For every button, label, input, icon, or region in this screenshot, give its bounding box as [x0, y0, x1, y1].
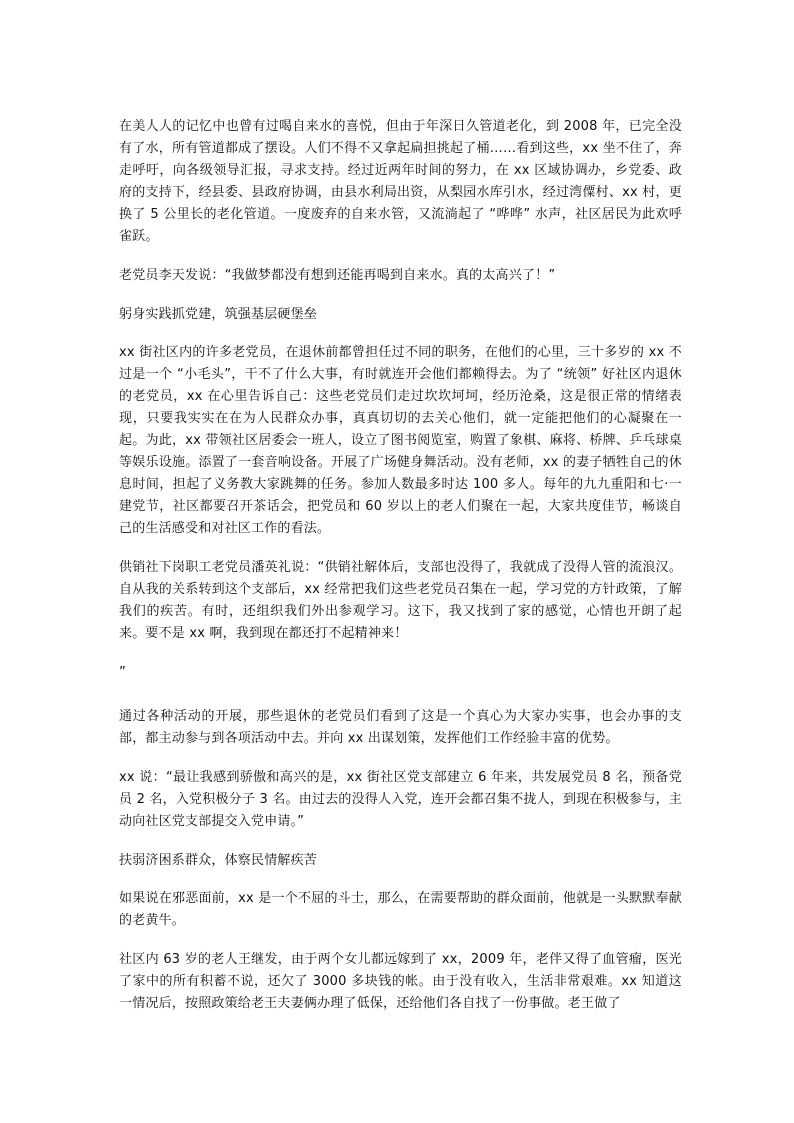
paragraph-wang-jifa: 社区内 63 岁的老人王继发，由于两个女儿都远嫁到了 xx，2009 年，老伴又得了血管瘤，医光了家中的所有积蓄不说，还欠了 3000 多块钱的帐。由于没有收入，生活非常艰难。xx 知道这一情况后，按照政策给老王夫妻俩办理了低保，还给他们各自找了一份事做。老王做了	[119, 952, 682, 1011]
section-heading-party-building: 躬身实践抓党建，筑强基层硬堡垒	[119, 307, 318, 322]
paragraph-tap-water: 在美人人的记忆中也曾有过喝自来水的喜悦，但由于年深日久管道老化，到 2008 年，已完全没有了水，所有管道都成了摆设。人们不得不又拿起扁担挑起了桶……看到这些，xx 坐不住了，奔走呼吁，向各级领导汇报，寻求支持。经过近两年时间的努力，在 xx 区域协调办，乡党委、政府的支持下，经县委、县政府协调，由县水利局出资，从梨园水库引水，经过湾僳村、xx 村，更换了 5 公里长的老化管道。一度废弃的自来水管，又流淌起了 “哗哗” 水声，社区居民为此欢呼雀跃。	[119, 119, 682, 244]
paragraph-quote-party-growth: xx 说：“最让我感到骄傲和高兴的是，xx 街社区党支部建立 6 年来，共发展党员 8 名，预备党员 2 名，入党积极分子 3 名。由过去的没得人入党，连开会都召集不拢人，到现在积极参与，主动向社区党支部提交入党申请。”	[119, 770, 682, 829]
document-body	[119, 116, 682, 1032]
paragraph-activities: 通过各种活动的开展，那些退休的老党员们看到了这是一个真心为大家办实事，也会办事的支部，都主动参与到各项活动中去。并向 xx 出谋划策，发挥他们工作经验丰富的优势。	[119, 709, 682, 746]
paragraph-old-party-members: xx 街社区内的许多老党员，在退休前都曾担任过不同的职务，在他们的心里，三十多岁的 xx 不过是一个 “小毛头”，干不了什么大事，有时就连开会他们都赖得去。为了 “统领” 好社区内退休的老党员，xx 在心里告诉自己：这些老党员们走过坎坎坷坷，经历沧桑，这是很正常的情绪表现，只要我实实在在为人民群众办事，真真切切的去关心他们，就一定能把他们的心凝聚在一起。为此，xx 带领社区居委会一班人，设立了图书阅览室，购置了象棋、麻将、桥牌、乒乓球桌等娱乐设施。添置了一套音响设备。开展了广场健身舞活动。没有老师，xx 的妻子牺牲自己的休息时间，担起了义务教大家跳舞的任务。参加人数最多时达 100 多人。每年的九九重阳和七·一建党节，社区都要召开茶话会，把党员和 60 岁以上的老人们聚在一起，大家共度佳节，畅谈自己的生活感受和对社区工作的看法。	[119, 345, 682, 536]
closing-quote-mark: ”	[119, 665, 126, 680]
paragraph-quote-li-tianfa: 老党员李天发说：“我做梦都没有想到还能再喝到自来水。真的太高兴了！”	[119, 268, 556, 283]
paragraph-quote-pan-yingli: 供销社下岗职工老党员潘英礼说：“供销社解体后，支部也没得了，我就成了没得人管的流浪汉。自从我的关系转到这个支部后，xx 经常把我们这些老党员召集在一起，学习党的方针政策，了解我们的疾苦。有时，还组织我们外出参观学习。这下，我又找到了家的感觉，心情也开朗了起来。要不是 xx 啊，我到现在都还打不起精神来！	[119, 560, 682, 641]
paragraph-old-ox: 如果说在邪恶面前，xx 是一个不屈的斗士，那么，在需要帮助的群众面前，他就是一头默默奉献的老黄牛。	[119, 891, 682, 928]
section-heading-helping-masses: 扶弱济困系群众，体察民情解疾苦	[119, 853, 318, 868]
